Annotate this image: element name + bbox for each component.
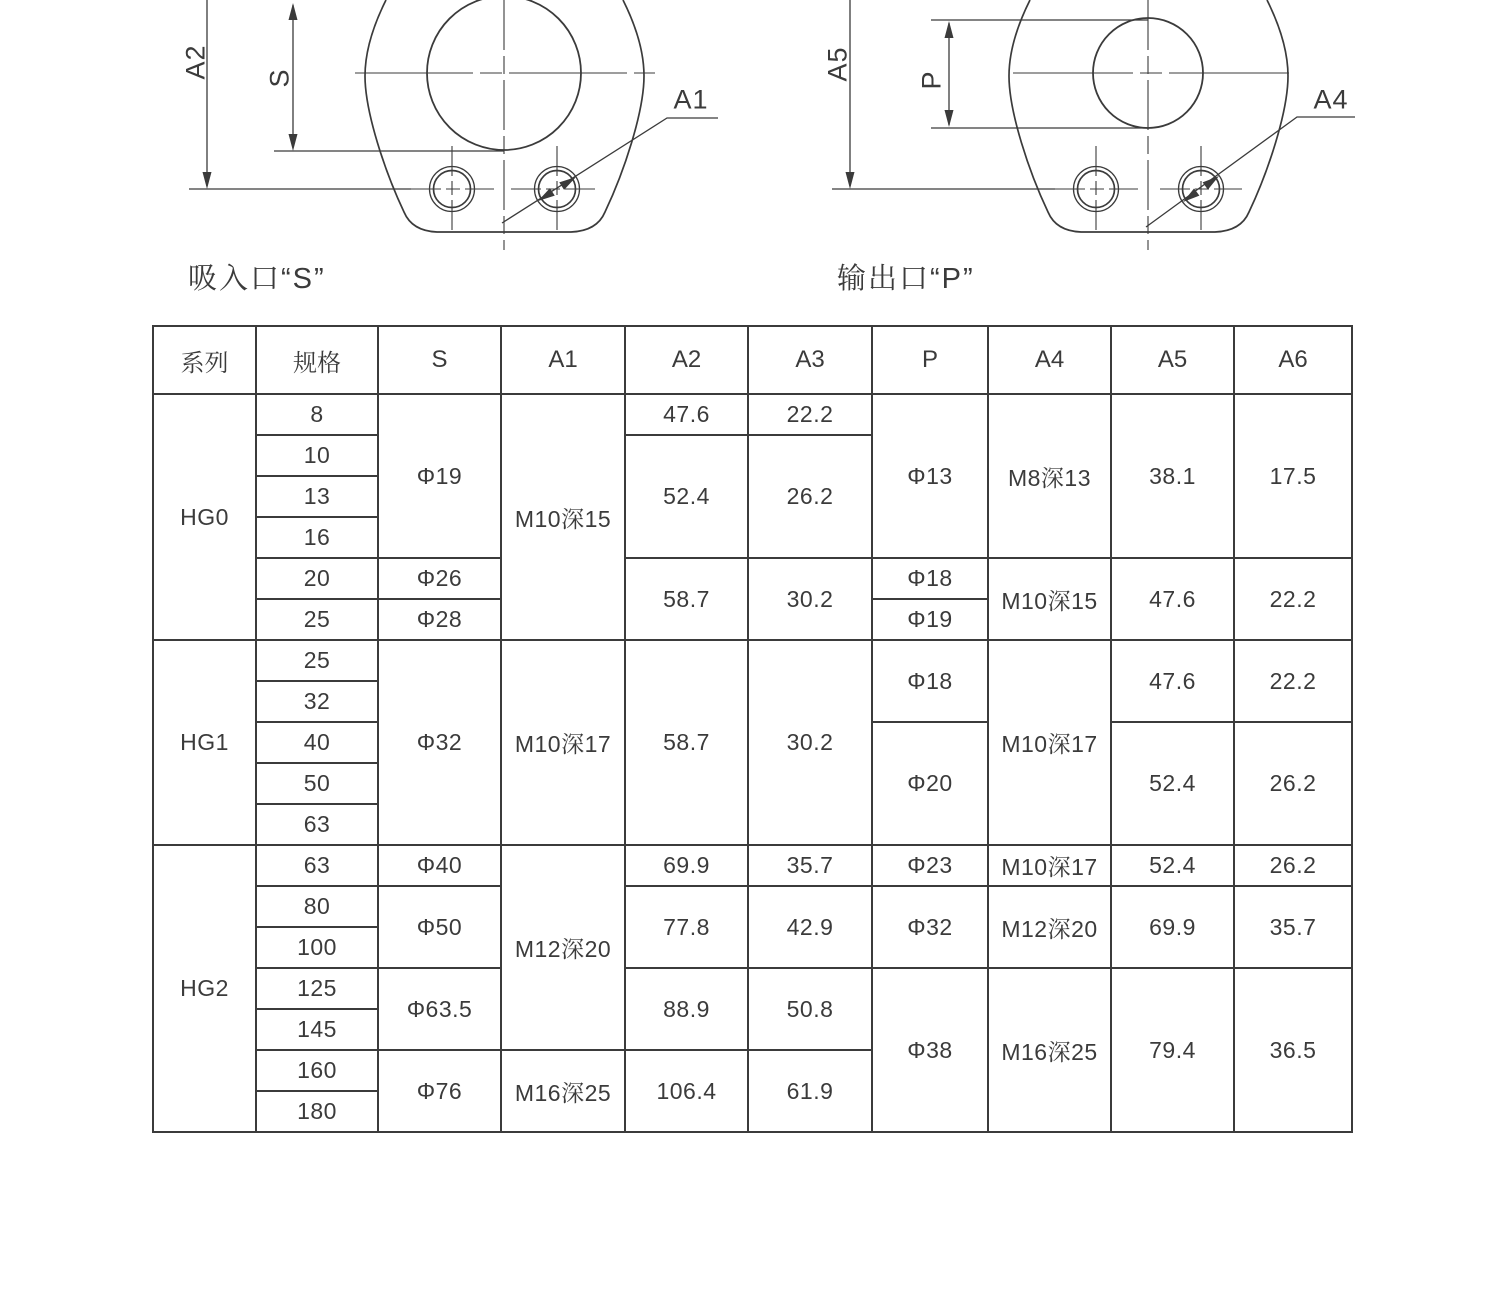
table-cell: 32 [256,681,378,722]
table-cell: 17.5 [1234,394,1352,558]
table-cell: 69.9 [625,845,748,886]
suction-port-drawing [189,0,718,250]
table-cell: 79.4 [1111,968,1234,1132]
table-cell: HG2 [153,845,256,1132]
table-row [153,886,1352,927]
table-cell: 50.8 [748,968,872,1050]
output-port-caption: 输出口“P” [837,263,975,295]
dim-table [152,325,1353,1133]
table-cell: 25 [256,640,378,681]
table-cell: 180 [256,1091,378,1132]
table-cell: 58.7 [625,558,748,640]
table-row [153,394,1352,435]
table-cell: 52.4 [1111,845,1234,886]
table-cell: 61.9 [748,1050,872,1132]
table-cell: M12深20 [501,845,625,1050]
table-cell: 26.2 [1234,722,1352,845]
column-header: A6 [1234,326,1352,394]
column-header: A1 [501,326,625,394]
table-cell: 125 [256,968,378,1009]
table-cell: 10 [256,435,378,476]
dim-label-a2: A2 [180,44,211,80]
table-cell: 77.8 [625,886,748,968]
table-cell: M10深15 [988,558,1111,640]
dimension-table-area [152,325,1353,1133]
table-cell: M10深17 [501,640,625,845]
table-cell: 69.9 [1111,886,1234,968]
table-row [153,845,1352,886]
table-cell: Φ28 [378,599,501,640]
table-cell: Φ63.5 [378,968,501,1050]
table-cell: 8 [256,394,378,435]
table-cell: 106.4 [625,1050,748,1132]
table-cell: 30.2 [748,640,872,845]
table-cell: Φ40 [378,845,501,886]
dim-label-a1: A1 [673,84,709,115]
column-header: S [378,326,501,394]
column-header: 系列 [153,326,256,394]
table-cell: 63 [256,845,378,886]
table-cell: M8深13 [988,394,1111,558]
table-cell: M16深25 [988,968,1111,1132]
table-cell: 42.9 [748,886,872,968]
table-cell: Φ19 [872,599,988,640]
table-cell: 145 [256,1009,378,1050]
dim-label-p: P [916,70,947,90]
column-header: A3 [748,326,872,394]
table-cell: M12深20 [988,886,1111,968]
table-cell: 20 [256,558,378,599]
table-cell: 47.6 [625,394,748,435]
table-cell: HG0 [153,394,256,640]
table-cell: M10深17 [988,845,1111,886]
table-cell: HG1 [153,640,256,845]
table-cell: Φ19 [378,394,501,558]
table-cell: 47.6 [1111,558,1234,640]
table-cell: 22.2 [1234,640,1352,722]
table-cell: Φ23 [872,845,988,886]
dim-label-a4: A4 [1313,84,1349,115]
table-cell: Φ32 [872,886,988,968]
table-header-row [153,326,1352,394]
table-cell: 26.2 [1234,845,1352,886]
column-header: P [872,326,988,394]
table-cell: 52.4 [1111,722,1234,845]
table-cell: 22.2 [1234,558,1352,640]
dim-label-s: S [264,68,295,88]
table-cell: 22.2 [748,394,872,435]
table-cell: 35.7 [748,845,872,886]
table-cell: 25 [256,599,378,640]
column-header: A4 [988,326,1111,394]
table-cell: Φ20 [872,722,988,845]
table-cell: 30.2 [748,558,872,640]
table-cell: 26.2 [748,435,872,558]
table-cell: M10深17 [988,640,1111,845]
table-cell: 38.1 [1111,394,1234,558]
table-cell: 100 [256,927,378,968]
dim-table-body [153,394,1352,1132]
table-cell: Φ50 [378,886,501,968]
table-cell: Φ32 [378,640,501,845]
table-cell: 58.7 [625,640,748,845]
table-cell: 13 [256,476,378,517]
table-cell: 80 [256,886,378,927]
table-cell: 40 [256,722,378,763]
table-cell: 160 [256,1050,378,1091]
table-row [153,640,1352,681]
table-cell: 47.6 [1111,640,1234,722]
table-cell: 52.4 [625,435,748,558]
column-header: A2 [625,326,748,394]
table-cell: 35.7 [1234,886,1352,968]
column-header: A5 [1111,326,1234,394]
table-cell: 50 [256,763,378,804]
column-header: 规格 [256,326,378,394]
table-cell: Φ76 [378,1050,501,1132]
drawings-area [0,0,1500,325]
table-cell: Φ18 [872,640,988,722]
dim-label-a5: A5 [822,46,853,82]
output-port-drawing [832,0,1355,250]
table-cell: Φ38 [872,968,988,1132]
table-cell: M10深15 [501,394,625,640]
table-row [153,968,1352,1009]
suction-port-caption: 吸入口“S” [188,263,326,295]
table-cell: Φ18 [872,558,988,599]
table-row [153,558,1352,599]
table-cell: M16深25 [501,1050,625,1132]
table-cell: Φ26 [378,558,501,599]
table-cell: 88.9 [625,968,748,1050]
table-cell: 36.5 [1234,968,1352,1132]
table-cell: 16 [256,517,378,558]
table-cell: 63 [256,804,378,845]
table-cell: Φ13 [872,394,988,558]
